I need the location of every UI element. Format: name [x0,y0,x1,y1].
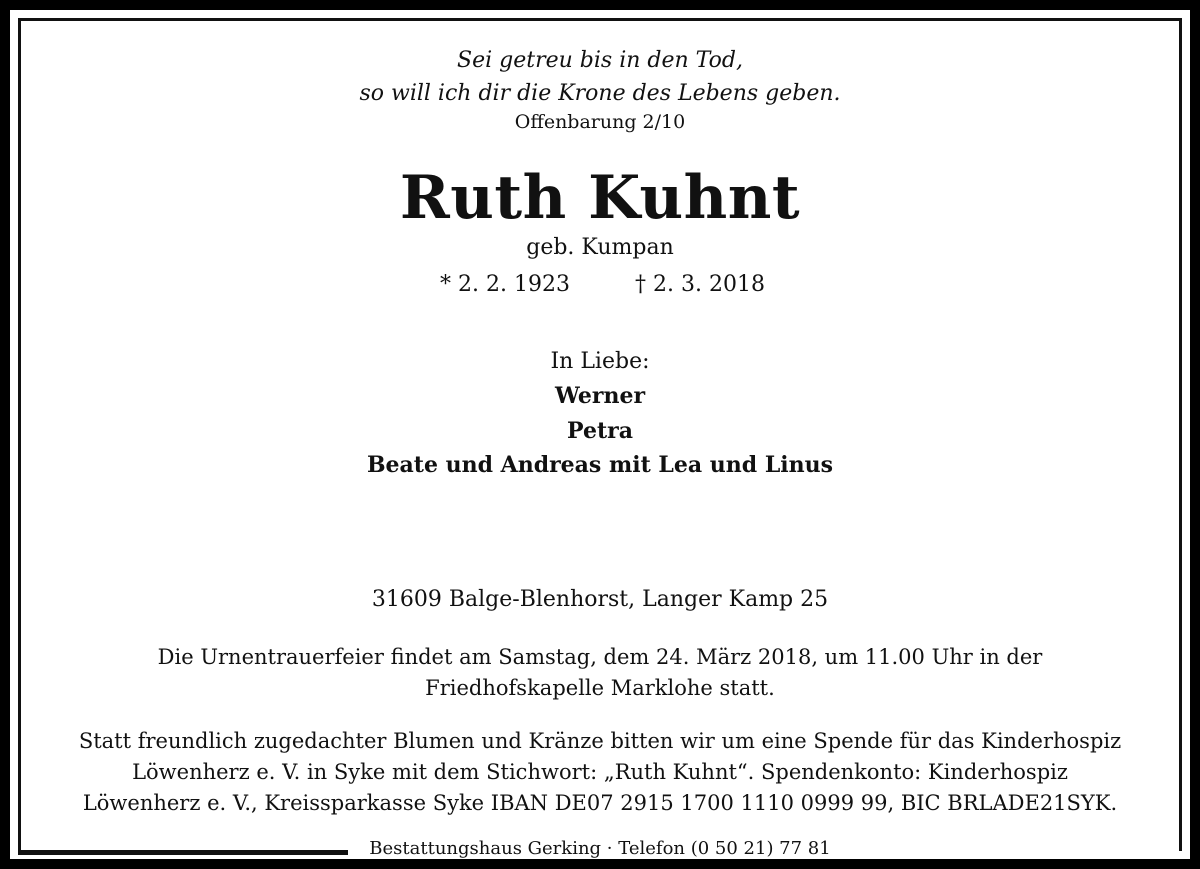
mourners-intro: In Liebe: [550,349,650,374]
death-date: † 2. 3. 2018 [635,272,765,297]
footer [18,838,1182,863]
donation-line-3: Löwenherz e. V., Kreissparkasse Syke IBAN DE07 2915 1700 1110 0999 99, BIC BRLADE21SYK. [82,791,1118,815]
deceased-name: Ruth Kuhnt [399,163,801,233]
verse-line-1: Sei getreu bis in den Tod, [457,48,743,73]
donation-line-2: Löwenherz e. V. in Syke mit dem Stichwort: „Ruth Kuhnt“. Spendenkonto: Kinderhospiz [132,760,1068,784]
verse-line-2: so will ich dir die Krone des Lebens geben. [359,81,841,106]
birth-date: * 2. 2. 1923 [440,272,570,297]
address: 31609 Balge-Blenhorst, Langer Kamp 25 [371,587,829,612]
mourner-name: Petra [567,418,633,444]
life-dates [10,272,1190,300]
donation-line-1: Statt freundlich zugedachter Blumen und Kränze bitten wir um eine Spende für das Kinderhospiz [78,729,1122,753]
ceremony-line-2: Friedhofskapelle Marklohe statt. [425,676,775,700]
birth-name: geb. Kumpan [526,235,674,260]
verse-reference: Offenbarung 2/10 [514,111,686,133]
mourner-name: Beate und Andreas mit Lea und Linus [366,452,834,478]
obituary-inner [10,10,1190,859]
footer-funeral-home: Bestattungshaus Gerking · Telefon (0 50 21) 77 81 [361,838,838,859]
mourner-name: Werner [554,383,646,409]
ceremony-line-1: Die Urnentrauerfeier findet am Samstag, dem 24. März 2018, um 11.00 Uhr in der [157,645,1043,669]
